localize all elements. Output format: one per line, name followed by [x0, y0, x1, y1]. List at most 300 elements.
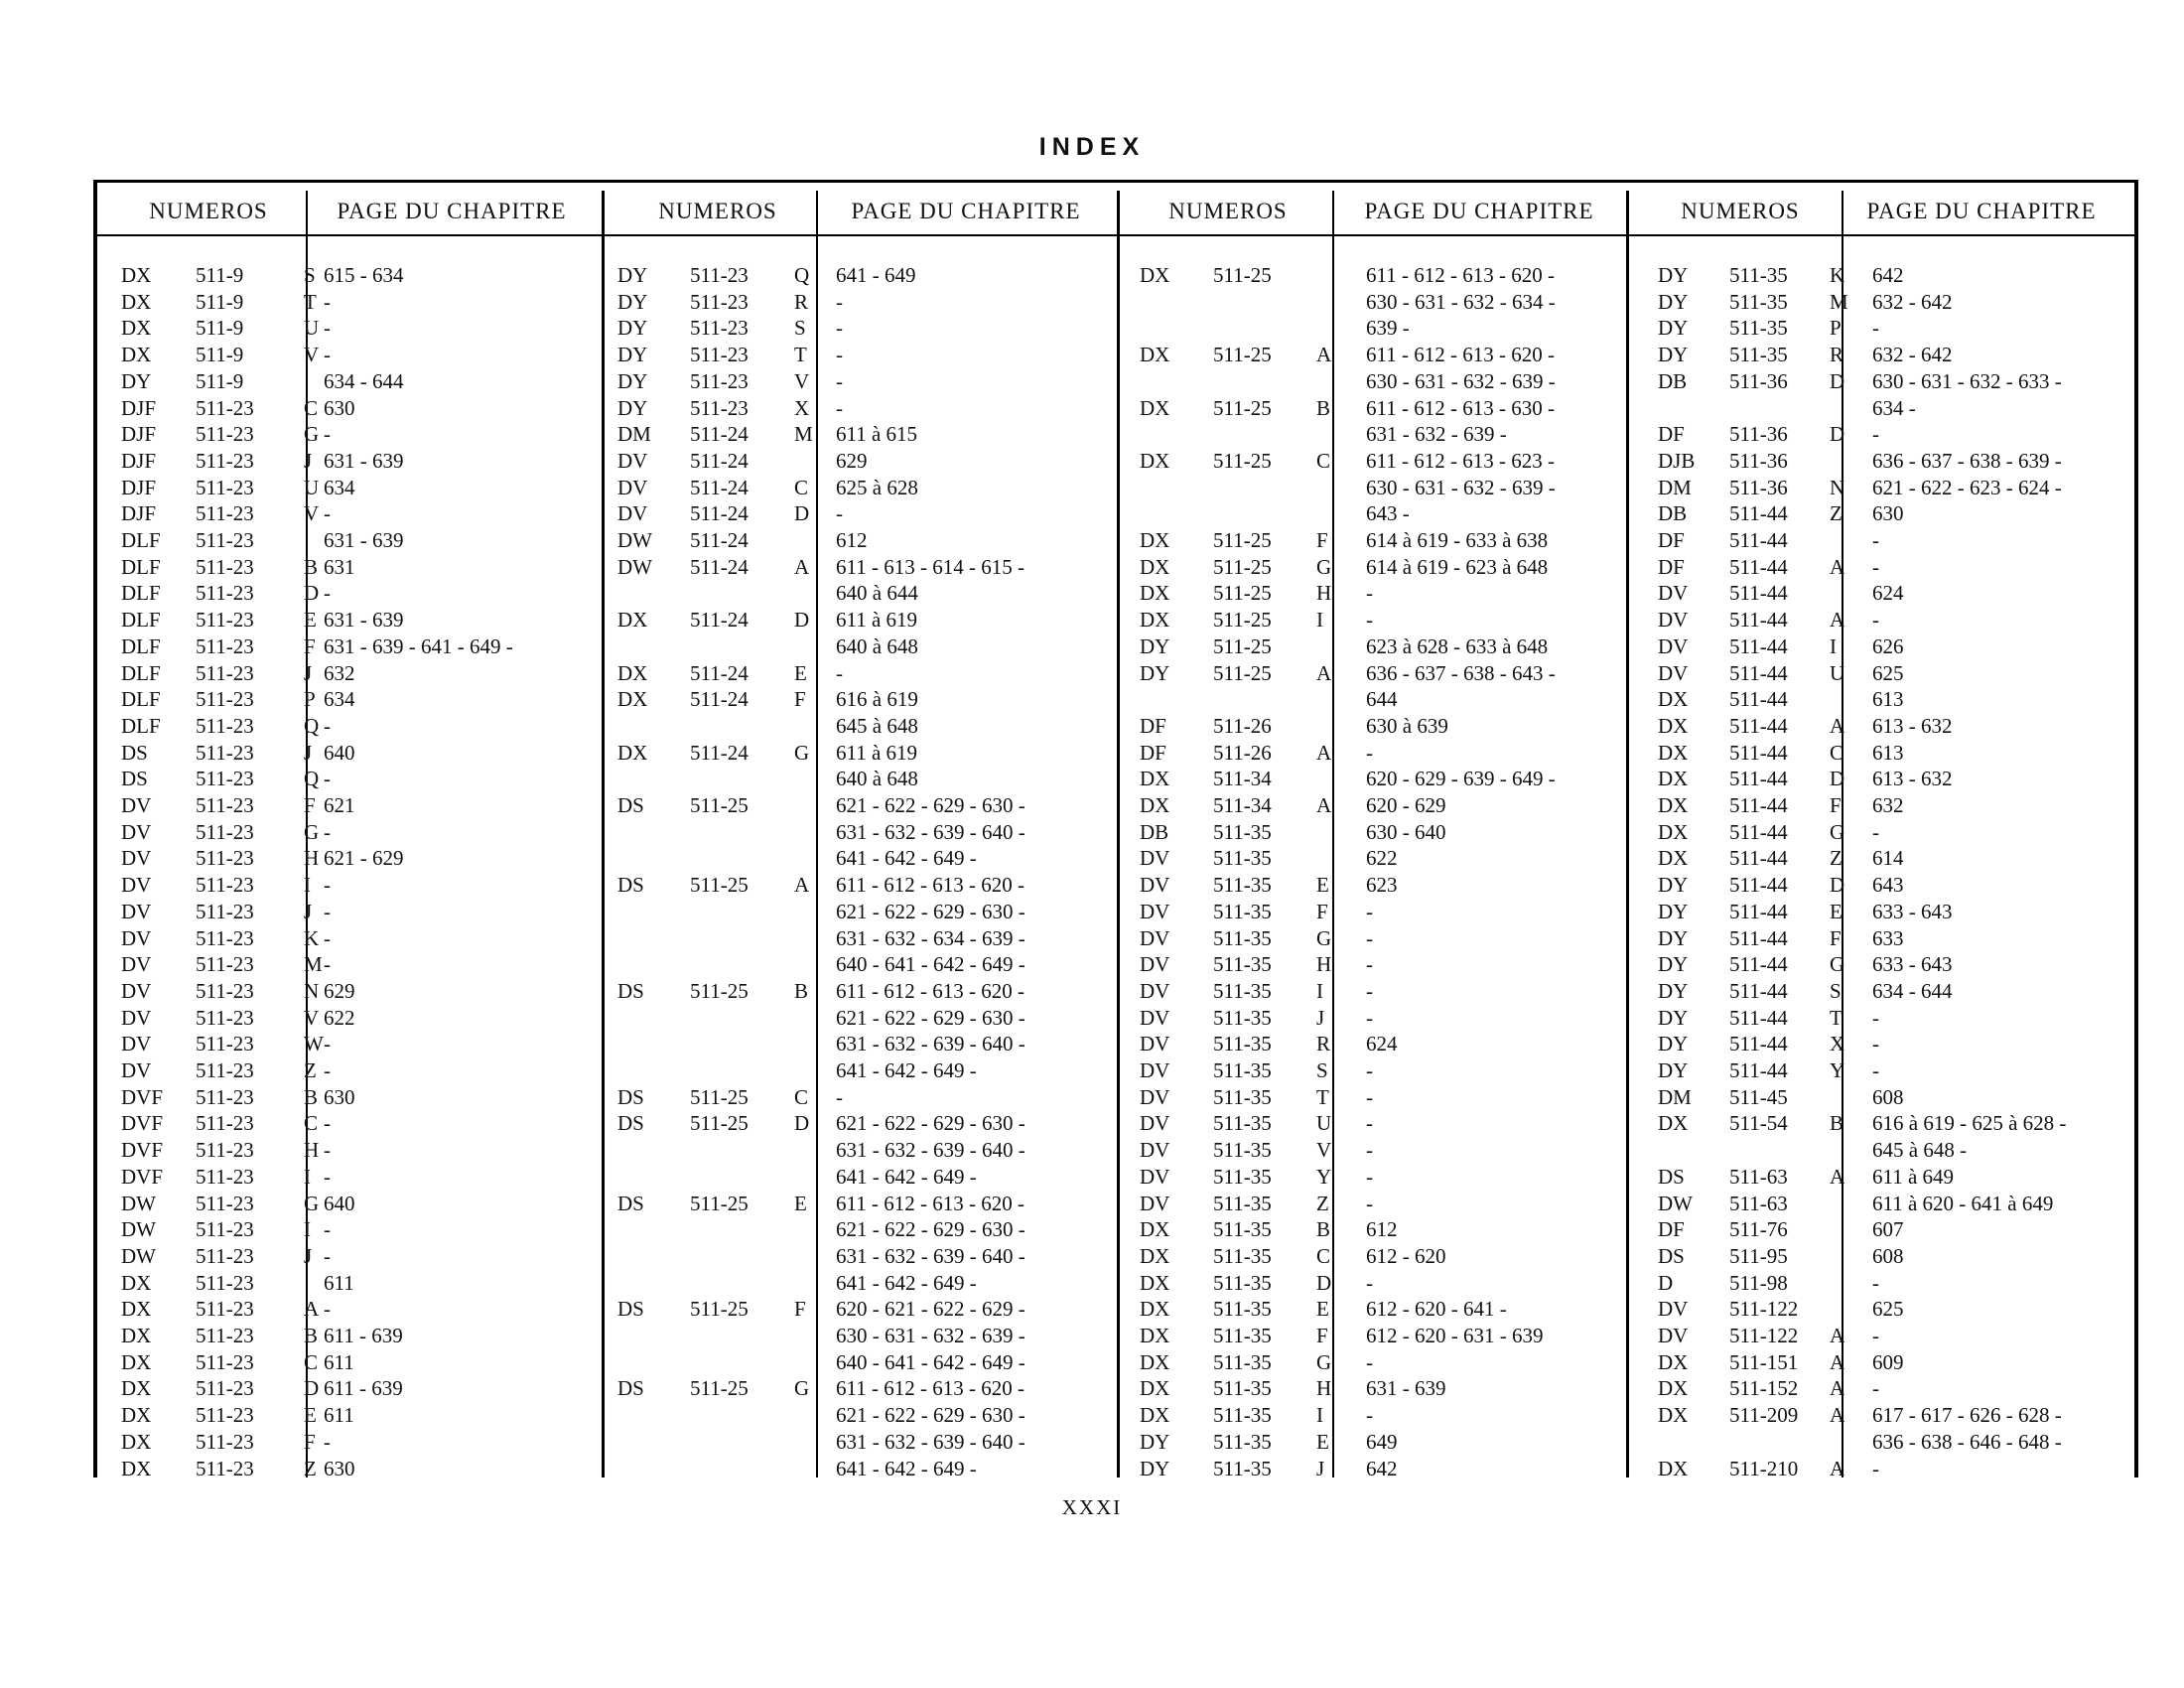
entry-number: 511-24 — [690, 687, 749, 711]
entry-number: 511-44 — [1729, 873, 1788, 897]
entry-pages: 630 — [324, 396, 355, 420]
entry-pages: 630 - 631 - 632 - 633 - — [1872, 369, 2062, 393]
entry-prefix: DJF — [121, 476, 157, 499]
entry-pages: 611 - 612 - 613 - 630 - — [1366, 396, 1555, 420]
entry-prefix: DX — [1140, 555, 1170, 579]
entry-pages: - — [1872, 1032, 1879, 1055]
entry-number: 511-44 — [1729, 979, 1788, 1003]
entry-pages: - — [1366, 1271, 1373, 1295]
entry-number: 511-209 — [1729, 1403, 1799, 1427]
entry-pages: 621 - 622 - 629 - 630 - — [836, 1403, 1025, 1427]
entry-suffix: D — [1830, 873, 1845, 897]
entry-prefix: DY — [1140, 661, 1170, 685]
entry-pages: - — [836, 316, 843, 340]
entry-pages: 621 - 622 - 629 - 630 - — [836, 1006, 1025, 1030]
entry-suffix: A — [1830, 608, 1845, 632]
entry-pages: 612 - 620 - 631 - 639 — [1366, 1324, 1544, 1347]
entry-pages: - — [324, 422, 331, 446]
entry-pages: - — [324, 581, 331, 605]
column-header-numeros: NUMEROS — [1168, 199, 1288, 223]
entry-suffix: K — [304, 926, 320, 950]
entry-pages: 624 — [1872, 581, 1904, 605]
entry-pages: 631 - 639 — [324, 528, 404, 552]
entry-suffix: P — [1830, 316, 1842, 340]
entry-pages: 621 - 622 - 629 - 630 - — [836, 1217, 1025, 1241]
entry-pages: 630 - 631 - 632 - 639 - — [1366, 369, 1556, 393]
column-divider — [1332, 191, 1334, 1477]
entry-number: 511-24 — [690, 422, 749, 446]
entry-prefix: DY — [1658, 979, 1689, 1003]
entry-prefix: DLF — [121, 528, 161, 552]
entry-suffix: G — [794, 741, 810, 765]
entry-pages: 640 — [324, 741, 355, 765]
entry-suffix: C — [1830, 741, 1844, 765]
entry-number: 511-36 — [1729, 369, 1788, 393]
entry-number: 511-23 — [196, 608, 254, 632]
entry-suffix: D — [304, 1376, 320, 1400]
entry-pages: - — [1366, 741, 1373, 765]
entry-pages: 641 - 642 - 649 - — [836, 1165, 977, 1189]
entry-prefix: DF — [1658, 555, 1685, 579]
entry-prefix: DS — [1658, 1244, 1685, 1268]
entry-number: 511-25 — [690, 873, 749, 897]
column-header-page-du-chapitre: PAGE DU CHAPITRE — [1364, 199, 1594, 223]
entry-number: 511-23 — [196, 1006, 254, 1030]
entry-suffix: F — [1316, 528, 1328, 552]
entry-suffix: F — [1830, 926, 1842, 950]
entry-number: 511-9 — [196, 316, 244, 340]
entry-prefix: DX — [1658, 1403, 1689, 1427]
entry-number: 511-35 — [1213, 1085, 1272, 1109]
entry-suffix: I — [1316, 1403, 1323, 1427]
entry-prefix: DS — [121, 767, 148, 790]
entry-prefix: DY — [1658, 952, 1689, 976]
entry-prefix: DVF — [121, 1085, 164, 1109]
entry-pages: 630 — [1872, 501, 1904, 525]
entry-prefix: DX — [617, 741, 648, 765]
entry-prefix: DV — [1140, 952, 1170, 976]
entry-pages: 617 - 617 - 626 - 628 - — [1872, 1403, 2062, 1427]
entry-pages: 616 à 619 — [836, 687, 918, 711]
entry-suffix: C — [794, 1085, 809, 1109]
entry-suffix: J — [304, 449, 313, 473]
entry-pages: 631 - 632 - 639 - 640 - — [836, 1244, 1025, 1268]
entry-prefix: D — [1658, 1271, 1674, 1295]
entry-suffix: M — [794, 422, 813, 446]
entry-number: 511-23 — [196, 449, 254, 473]
entry-number: 511-34 — [1213, 793, 1272, 817]
entry-number: 511-44 — [1729, 714, 1788, 738]
entry-number: 511-44 — [1729, 528, 1788, 552]
entry-pages: - — [324, 343, 331, 366]
entry-suffix: Y — [1316, 1165, 1332, 1189]
entry-prefix: DF — [1658, 1217, 1685, 1241]
entry-prefix: DY — [1658, 1058, 1689, 1082]
column-header-page-du-chapitre: PAGE DU CHAPITRE — [851, 199, 1081, 223]
entry-prefix: DB — [1658, 501, 1688, 525]
entry-suffix: I — [1316, 979, 1323, 1003]
entry-suffix: D — [794, 608, 810, 632]
entry-suffix: J — [304, 900, 313, 923]
entry-suffix: G — [304, 1192, 320, 1215]
entry-number: 511-23 — [690, 316, 749, 340]
entry-prefix: DVF — [121, 1138, 164, 1162]
entry-number: 511-35 — [1213, 873, 1272, 897]
entry-pages: 630 - 631 - 632 - 634 - — [1366, 290, 1556, 314]
entry-pages: - — [1366, 1350, 1373, 1374]
entry-pages: 616 à 619 - 625 à 628 - — [1872, 1111, 2067, 1135]
entry-prefix: DX — [1658, 793, 1689, 817]
table-right-border — [2134, 180, 2138, 1477]
entry-prefix: DB — [1140, 820, 1169, 844]
entry-prefix: DX — [1658, 1350, 1689, 1374]
entry-suffix: R — [794, 290, 809, 314]
entry-prefix: DJF — [121, 449, 157, 473]
entry-pages: 621 — [324, 793, 355, 817]
entry-prefix: DW — [121, 1192, 156, 1215]
entry-number: 511-26 — [1213, 741, 1272, 765]
entry-number: 511-23 — [196, 1165, 254, 1189]
entry-number: 511-23 — [196, 1058, 254, 1082]
entry-prefix: DX — [1658, 741, 1689, 765]
entry-prefix: DLF — [121, 634, 161, 658]
entry-prefix: DV — [1658, 581, 1689, 605]
entry-pages: 632 — [1872, 793, 1904, 817]
entry-number: 511-44 — [1729, 608, 1788, 632]
entry-number: 511-35 — [1213, 1138, 1272, 1162]
entry-prefix: DX — [1140, 528, 1170, 552]
entry-number: 511-95 — [1729, 1244, 1788, 1268]
entry-number: 511-23 — [196, 1085, 254, 1109]
entry-prefix: DX — [121, 290, 152, 314]
entry-prefix: DLF — [121, 608, 161, 632]
entry-prefix: DW — [1658, 1192, 1693, 1215]
table-left-border — [93, 180, 97, 1477]
entry-prefix: DS — [617, 1376, 644, 1400]
entry-prefix: DV — [121, 1032, 152, 1055]
entry-number: 511-23 — [196, 714, 254, 738]
entry-number: 511-44 — [1729, 1058, 1788, 1082]
entry-number: 511-25 — [1213, 396, 1272, 420]
entry-number: 511-35 — [1729, 316, 1788, 340]
entry-number: 511-24 — [690, 476, 749, 499]
entry-number: 511-23 — [196, 1244, 254, 1268]
entry-suffix: R — [1316, 1032, 1331, 1055]
entry-number: 511-23 — [196, 979, 254, 1003]
entry-number: 511-23 — [196, 793, 254, 817]
entry-prefix: DS — [617, 1111, 644, 1135]
entry-suffix: Z — [1830, 501, 1843, 525]
entry-number: 511-23 — [196, 926, 254, 950]
entry-suffix: Z — [304, 1457, 317, 1480]
entry-pages: - — [1366, 1006, 1373, 1030]
entry-prefix: DV — [1140, 1032, 1170, 1055]
entry-prefix: DX — [1140, 1324, 1170, 1347]
entry-suffix: V — [1316, 1138, 1332, 1162]
entry-pages: 631 - 632 - 634 - 639 - — [836, 926, 1025, 950]
entry-prefix: DX — [1140, 608, 1170, 632]
entry-prefix: DW — [617, 555, 652, 579]
entry-number: 511-44 — [1729, 634, 1788, 658]
entry-number: 511-35 — [1213, 1032, 1272, 1055]
entry-suffix: U — [304, 316, 320, 340]
entry-prefix: DY — [1658, 900, 1689, 923]
entry-suffix: R — [1830, 343, 1844, 366]
entry-suffix: Z — [1830, 846, 1843, 870]
entry-suffix: D — [794, 501, 810, 525]
entry-pages: - — [1872, 555, 1879, 579]
entry-pages: - — [1872, 1271, 1879, 1295]
entry-number: 511-35 — [1213, 1350, 1272, 1374]
entry-prefix: DV — [121, 846, 152, 870]
entry-number: 511-23 — [196, 661, 254, 685]
entry-suffix: V — [794, 369, 810, 393]
entry-pages: 631 - 632 - 639 - 640 - — [836, 820, 1025, 844]
entry-number: 511-23 — [196, 501, 254, 525]
entry-prefix: DJF — [121, 501, 157, 525]
entry-suffix: M — [1830, 290, 1848, 314]
entry-pages: 611 - 612 - 613 - 623 - — [1366, 449, 1555, 473]
entry-suffix: T — [1830, 1006, 1843, 1030]
entry-number: 511-44 — [1729, 555, 1788, 579]
entry-pages: - — [836, 290, 843, 314]
entry-pages: 645 à 648 - — [1872, 1138, 1968, 1162]
entry-pages: - — [324, 926, 331, 950]
entry-prefix: DM — [1658, 1085, 1692, 1109]
entry-prefix: DX — [1140, 1350, 1170, 1374]
entry-prefix: DLF — [121, 581, 161, 605]
entry-pages: - — [1366, 1058, 1373, 1082]
entry-prefix: DX — [617, 661, 648, 685]
entry-pages: - — [324, 1217, 331, 1241]
entry-pages: 613 - 632 — [1872, 714, 1953, 738]
entry-prefix: DX — [1658, 1111, 1689, 1135]
entry-pages: 642 — [1872, 263, 1904, 287]
entry-prefix: DS — [617, 1085, 644, 1109]
entry-number: 511-35 — [1213, 1165, 1272, 1189]
entry-suffix: G — [1316, 1350, 1332, 1374]
entry-suffix: W — [304, 1032, 324, 1055]
entry-pages: 641 - 642 - 649 - — [836, 1457, 977, 1480]
entry-suffix: S — [1316, 1058, 1328, 1082]
entry-suffix: V — [304, 1006, 320, 1030]
entry-number: 511-35 — [1213, 1376, 1272, 1400]
entry-number: 511-36 — [1729, 476, 1788, 499]
entry-suffix: J — [304, 1244, 313, 1268]
entry-number: 511-151 — [1729, 1350, 1799, 1374]
entry-suffix: A — [1316, 741, 1332, 765]
entry-pages: 642 — [1366, 1457, 1398, 1480]
entry-pages: 613 — [1872, 741, 1904, 765]
entry-prefix: DV — [1140, 873, 1170, 897]
entry-prefix: DJF — [121, 396, 157, 420]
entry-suffix: A — [1830, 1403, 1845, 1427]
entry-prefix: DV — [121, 873, 152, 897]
entry-number: 511-23 — [196, 396, 254, 420]
entry-number: 511-44 — [1729, 501, 1788, 525]
entry-prefix: DF — [1658, 422, 1685, 446]
entry-number: 511-24 — [690, 741, 749, 765]
entry-number: 511-23 — [196, 767, 254, 790]
entry-prefix: DY — [1658, 343, 1689, 366]
entry-pages: 615 - 634 — [324, 263, 404, 287]
entry-pages: 620 - 621 - 622 - 629 - — [836, 1297, 1025, 1321]
entry-prefix: DX — [1658, 820, 1689, 844]
entry-number: 511-44 — [1729, 767, 1788, 790]
entry-number: 511-23 — [196, 1350, 254, 1374]
entry-suffix: Z — [304, 1058, 317, 1082]
entry-suffix: Q — [304, 767, 320, 790]
entry-pages: 634 — [324, 687, 355, 711]
entry-prefix: DX — [1658, 1376, 1689, 1400]
entry-prefix: DV — [1658, 634, 1689, 658]
entry-number: 511-23 — [196, 1457, 254, 1480]
entry-pages: 641 - 642 - 649 - — [836, 1271, 977, 1295]
entry-pages: 621 - 629 — [324, 846, 404, 870]
entry-pages: - — [1872, 1006, 1879, 1030]
entry-prefix: DV — [121, 952, 152, 976]
entry-pages: - — [1872, 1324, 1879, 1347]
entry-number: 511-24 — [690, 555, 749, 579]
entry-number: 511-44 — [1729, 581, 1788, 605]
entry-prefix: DY — [1658, 873, 1689, 897]
entry-number: 511-25 — [690, 793, 749, 817]
entry-suffix: B — [304, 555, 319, 579]
entry-suffix: A — [1830, 1324, 1845, 1347]
entry-pages: 636 - 637 - 638 - 639 - — [1872, 449, 2062, 473]
entry-number: 511-25 — [690, 1297, 749, 1321]
entry-prefix: DB — [1658, 369, 1688, 393]
entry-prefix: DX — [121, 1271, 152, 1295]
entry-number: 511-23 — [196, 1376, 254, 1400]
entry-prefix: DV — [121, 979, 152, 1003]
entry-prefix: DS — [617, 873, 644, 897]
entry-number: 511-23 — [196, 1111, 254, 1135]
entry-suffix: G — [1316, 555, 1332, 579]
entry-number: 511-23 — [690, 343, 749, 366]
entry-pages: - — [1366, 926, 1373, 950]
entry-pages: 629 — [324, 979, 355, 1003]
entry-pages: 607 — [1872, 1217, 1904, 1241]
entry-prefix: DX — [1140, 396, 1170, 420]
entry-suffix: B — [794, 979, 809, 1003]
block-separator — [602, 191, 605, 1477]
entry-pages: 644 — [1366, 687, 1398, 711]
entry-prefix: DY — [1658, 1032, 1689, 1055]
entry-prefix: DLF — [121, 714, 161, 738]
entry-number: 511-35 — [1213, 1324, 1272, 1347]
entry-number: 511-24 — [690, 449, 749, 473]
entry-prefix: DY — [1658, 1006, 1689, 1030]
entry-number: 511-23 — [196, 846, 254, 870]
entry-prefix: DF — [1140, 714, 1166, 738]
entry-pages: 633 — [1872, 926, 1904, 950]
entry-pages: 609 — [1872, 1350, 1904, 1374]
entry-number: 511-23 — [196, 555, 254, 579]
entry-prefix: DVF — [121, 1111, 164, 1135]
entry-pages: 611 à 649 — [1872, 1165, 1955, 1189]
entry-suffix: A — [1830, 555, 1845, 579]
entry-pages: 636 - 638 - 646 - 648 - — [1872, 1430, 2062, 1454]
entry-number: 511-35 — [1213, 1058, 1272, 1082]
entry-number: 511-98 — [1729, 1271, 1788, 1295]
entry-suffix: A — [304, 1297, 320, 1321]
entry-prefix: DV — [1140, 1111, 1170, 1135]
entry-pages: - — [836, 343, 843, 366]
entry-pages: 636 - 637 - 638 - 643 - — [1366, 661, 1556, 685]
entry-suffix: A — [1316, 343, 1332, 366]
entry-prefix: DV — [1658, 608, 1689, 632]
entry-number: 511-25 — [690, 1085, 749, 1109]
entry-pages: 611 — [324, 1403, 354, 1427]
entry-suffix: X — [1830, 1032, 1845, 1055]
entry-pages: 611 - 639 — [324, 1324, 403, 1347]
entry-number: 511-23 — [196, 1271, 254, 1295]
entry-number: 511-25 — [1213, 555, 1272, 579]
entry-suffix: S — [1830, 979, 1842, 1003]
entry-suffix: F — [794, 1297, 806, 1321]
entry-suffix: C — [794, 476, 809, 499]
entry-number: 511-35 — [1213, 1457, 1272, 1480]
entry-prefix: DY — [1658, 316, 1689, 340]
entry-prefix: DX — [1140, 1244, 1170, 1268]
entry-prefix: DV — [1140, 1192, 1170, 1215]
column-header-page-du-chapitre: PAGE DU CHAPITRE — [1866, 199, 2097, 223]
entry-pages: 620 - 629 - 639 - 649 - — [1366, 767, 1556, 790]
entry-prefix: DV — [1140, 979, 1170, 1003]
entry-prefix: DV — [617, 501, 648, 525]
entry-number: 511-35 — [1729, 290, 1788, 314]
entry-pages: 625 — [1872, 1297, 1904, 1321]
entry-suffix: U — [1316, 1111, 1332, 1135]
entry-pages: - — [324, 714, 331, 738]
entry-pages: 632 - 642 — [1872, 290, 1953, 314]
entry-pages: - — [1366, 1085, 1373, 1109]
entry-suffix: P — [304, 687, 316, 711]
entry-number: 511-23 — [196, 1032, 254, 1055]
entry-pages: 631 - 632 - 639 - 640 - — [836, 1138, 1025, 1162]
entry-pages: 640 - 641 - 642 - 649 - — [836, 1350, 1025, 1374]
entry-prefix: DLF — [121, 661, 161, 685]
entry-number: 511-44 — [1729, 1006, 1788, 1030]
table-top-rule — [93, 180, 2138, 183]
entry-suffix: V — [304, 501, 320, 525]
entry-suffix: D — [304, 581, 320, 605]
entry-number: 511-35 — [1213, 846, 1272, 870]
entry-suffix: I — [304, 1217, 311, 1241]
entry-pages: - — [1366, 1165, 1373, 1189]
entry-suffix: A — [1316, 793, 1332, 817]
entry-prefix: DX — [121, 1430, 152, 1454]
entry-number: 511-23 — [690, 263, 749, 287]
entry-pages: 621 - 622 - 629 - 630 - — [836, 900, 1025, 923]
entry-prefix: DV — [1140, 1058, 1170, 1082]
entry-suffix: G — [1316, 926, 1332, 950]
entry-suffix: U — [304, 476, 320, 499]
entry-pages: 611 — [324, 1350, 354, 1374]
entry-pages: 630 à 639 — [1366, 714, 1448, 738]
entry-prefix: DV — [121, 1006, 152, 1030]
entry-suffix: Y — [1830, 1058, 1845, 1082]
entry-suffix: C — [1316, 1244, 1331, 1268]
entry-prefix: DS — [617, 979, 644, 1003]
entry-suffix: F — [1316, 900, 1328, 923]
entry-prefix: DVF — [121, 1165, 164, 1189]
entry-pages: 613 — [1872, 687, 1904, 711]
entry-prefix: DX — [617, 608, 648, 632]
entry-prefix: DS — [617, 793, 644, 817]
entry-pages: - — [324, 1032, 331, 1055]
